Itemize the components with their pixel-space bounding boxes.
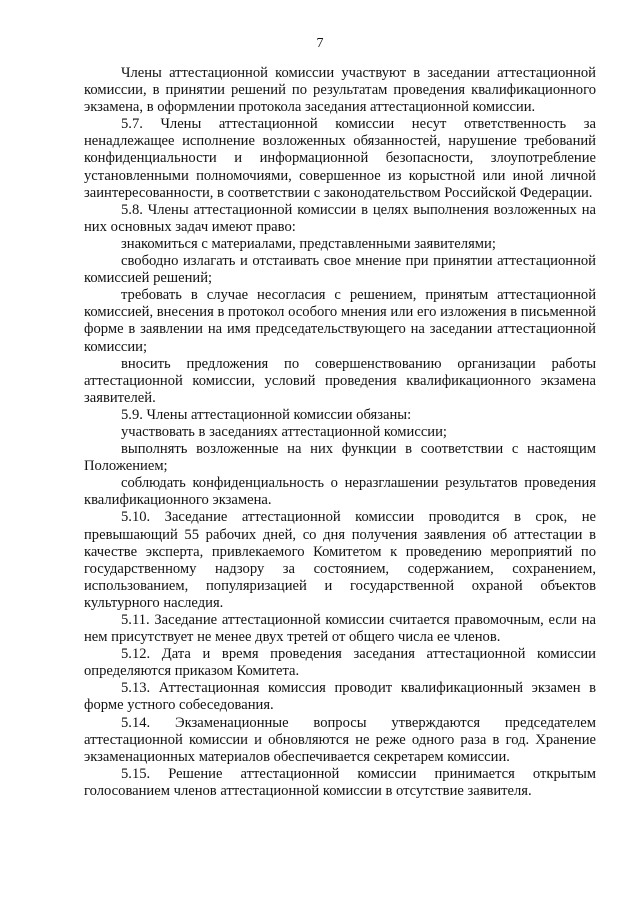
list-item-confidentiality: соблюдать конфиденциальность о неразглашении результатов проведения квалификационного экзамена. [84,475,596,509]
paragraph-5-13: 5.13. Аттестационная комиссия проводит квалификационный экзамен в форме устного собеседования. [84,680,596,714]
paragraph-5-8: 5.8. Члены аттестационной комиссии в целях выполнения возложенных на них основных задач имеют право: [84,201,596,235]
list-item-express-opinion: свободно излагать и отстаивать свое мнение при принятии аттестационной комиссией решений; [84,253,596,287]
list-item-proposals: вносить предложения по совершенствованию организации работы аттестационной комиссии, условий проведения квалификационного экзамена заявителей. [84,355,596,406]
paragraph-5-11: 5.11. Заседание аттестационной комиссии считается правомочным, если на нем присутствует не менее двух третей от общего числа ее членов. [84,612,596,646]
document-body [84,65,596,800]
paragraph-5-7: 5.7. Члены аттестационной комиссии несут ответственность за ненадлежащее исполнение возложенных обязанностей, нарушение требований конфиденциальности и информационной безопасности, злоупотребление установленными полномочиями, совершенное из корыстной или иной личной заинтересованности, в соответствии с законодательством Российской Федерации. [84,116,596,201]
paragraph-5-10: 5.10. Заседание аттестационной комиссии проводится в срок, не превышающий 55 рабочих дней, со дня получения заявления об аттестации в качестве эксперта, привлекаемого Комитетом к проведению мероприятий по государственному надзору за состоянием, содержанием, сохранением, использованием, популяризацией и государственной охраной объектов культурного наследия. [84,509,596,611]
paragraph-5-9: 5.9. Члены аттестационной комиссии обязаны: [121,406,412,423]
paragraph-members-participation: Члены аттестационной комиссии участвуют в заседании аттестационной комиссии, в принятии решений по результатам проведения квалификационного экзамена, в оформлении протокола заседания аттестационной комиссии. [84,65,596,116]
list-item-perform-functions: выполнять возложенные на них функции в соответствии с настоящим Положением; [84,441,596,475]
list-item-participate: участвовать в заседаниях аттестационной комиссии; [121,423,447,440]
list-item-review-materials: знакомиться с материалами, представленными заявителями; [121,235,496,252]
paragraph-5-15: 5.15. Решение аттестационной комиссии принимается открытым голосованием членов аттестационной комиссии в отсутствие заявителя. [84,765,596,799]
list-item-dissenting-opinion: требовать в случае несогласия с решением, принятым аттестационной комиссией, внесения в протокол особого мнения или его изложения в письменной форме в заявлении на имя председательствующего на заседании аттестационной комиссии; [84,287,596,355]
paragraph-5-12: 5.12. Дата и время проведения заседания аттестационной комиссии определяются приказом Комитета. [84,646,596,680]
paragraph-5-14: 5.14. Экзаменационные вопросы утверждаются председателем аттестационной комиссии и обновляются не реже одного раза в год. Хранение экзаменационных материалов обеспечивается секретарем комиссии. [84,714,596,765]
page-number: 7 [316,36,324,51]
